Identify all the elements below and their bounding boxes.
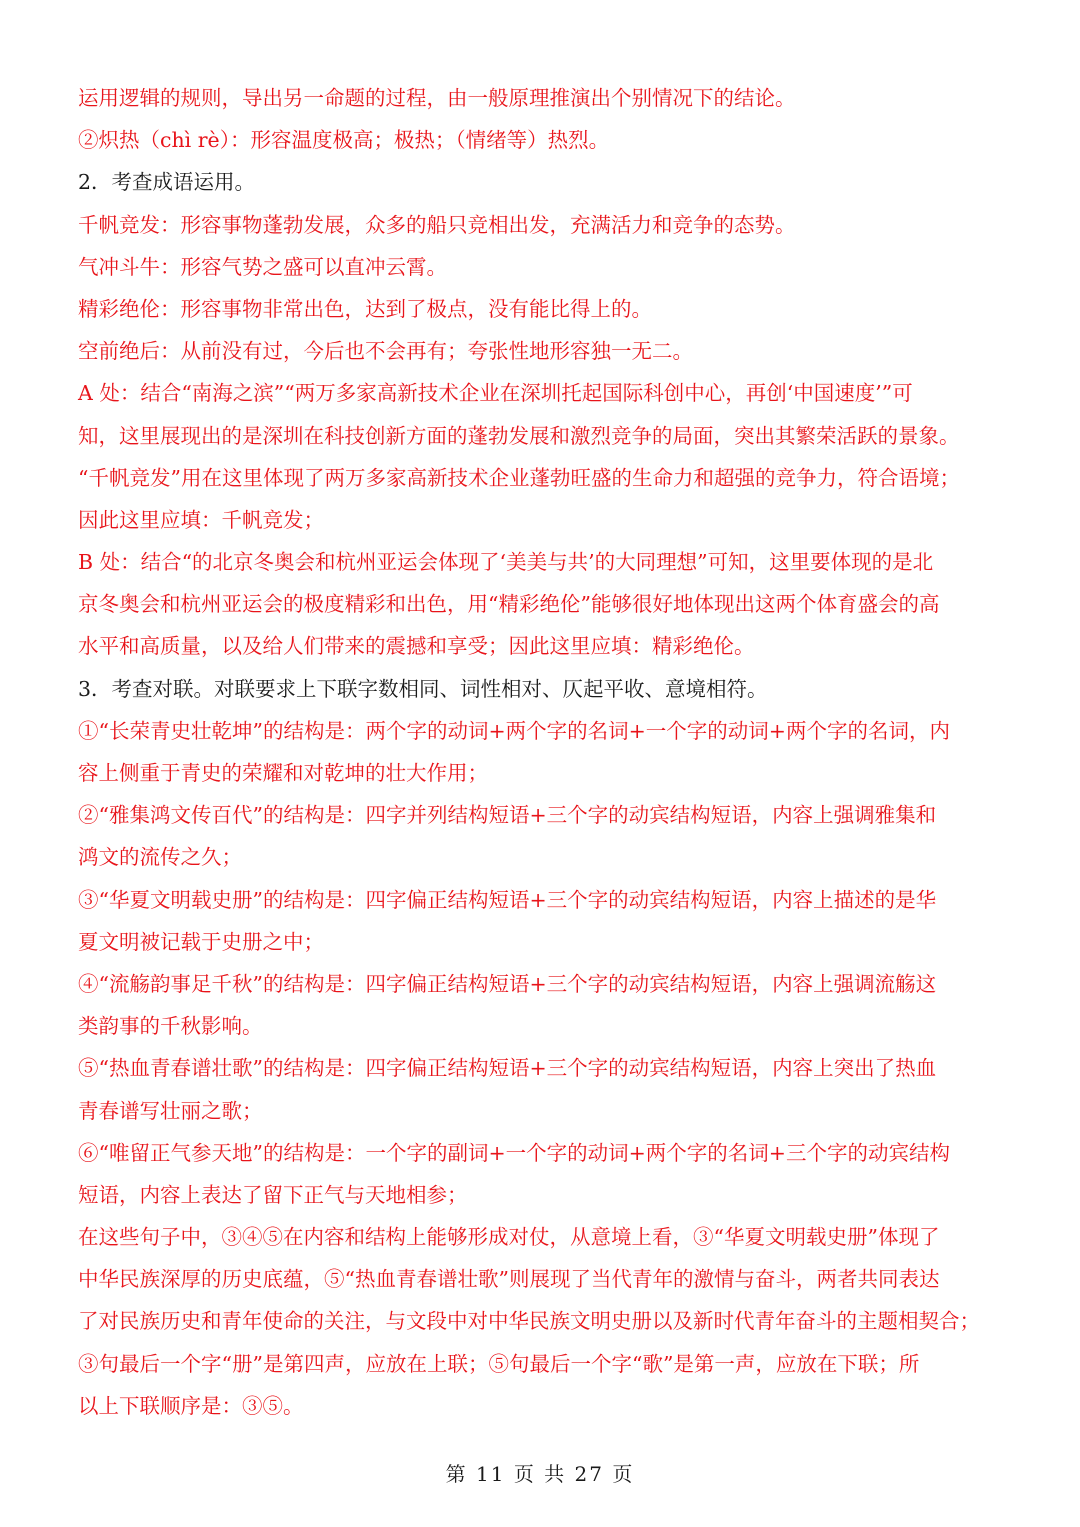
page-number-footer: 第 11 页 共 27 页 bbox=[445, 1462, 635, 1486]
text-line: 知，这里展现出的是深圳在科技创新方面的蓬勃发展和激烈竞争的局面，突出其繁荣活跃的景象。 bbox=[78, 423, 960, 448]
text-line: 运用逻辑的规则，导出另一命题的过程，由一般原理推演出个别情况下的结论。 bbox=[78, 86, 796, 110]
text-line: ⑥“唯留正气参天地”的结构是：一个字的副词+一个字的动词+两个字的名词+三个字的动宾结构 bbox=[78, 1140, 950, 1165]
text-line: A 处：结合“南海之滨”“两万多家高新技术企业在深圳托起国际科创中心，再创‘中国速度’”可 bbox=[78, 381, 913, 406]
text-line: 因此这里应填：千帆竞发； bbox=[78, 507, 324, 532]
text-line: 容上侧重于青史的荣耀和对乾坤的壮大作用； bbox=[78, 761, 488, 785]
section-heading: 3．考查对联。对联要求上下联字数相同、词性相对、仄起平收、意境相符。 bbox=[78, 676, 768, 701]
text-line: ③“华夏文明载史册”的结构是：四字偏正结构短语+三个字的动宾结构短语，内容上描述的是华 bbox=[78, 887, 937, 912]
text-line: ①“长荣青史壮乾坤”的结构是：两个字的动词+两个字的名词+一个字的动词+两个字的名词，内 bbox=[78, 718, 950, 743]
text-line: 在这些句子中，③④⑤在内容和结构上能够形成对仗，从意境上看，③“华夏文明载史册”体现了 bbox=[78, 1225, 940, 1250]
text-line: 精彩绝伦：形容事物非常出色，达到了极点，没有能比得上的。 bbox=[78, 296, 652, 321]
text-line: 鸿文的流传之久； bbox=[78, 845, 242, 870]
text-line: 以上下联顺序是：③⑤。 bbox=[78, 1393, 304, 1418]
text-line: 千帆竞发：形容事物蓬勃发展，众多的船只竞相出发，充满活力和竞争的态势。 bbox=[78, 212, 796, 237]
text-line: 夏文明被记载于史册之中； bbox=[78, 929, 324, 954]
section-heading: 2．考查成语运用。 bbox=[78, 170, 256, 195]
text-line: ②炽热（chì rè）：形容温度极高；极热；（情绪等）热烈。 bbox=[78, 128, 610, 153]
text-line: 空前绝后：从前没有过，今后也不会再有；夸张性地形容独一无二。 bbox=[78, 339, 693, 364]
document-body bbox=[78, 77, 1008, 1427]
text-line: 青春谱写壮丽之歌； bbox=[78, 1098, 263, 1123]
text-line: 短语，内容上表达了留下正气与天地相参； bbox=[78, 1182, 468, 1207]
text-line: 类韵事的千秋影响。 bbox=[78, 1014, 263, 1039]
text-line: B 处：结合“的北京冬奥会和杭州亚运会体现了‘美美与共’的大同理想”可知，这里要体现的是北 bbox=[78, 550, 934, 575]
text-line: ③句最后一个字“册”是第四声，应放在上联；⑤句最后一个字“歌”是第一声，应放在下联；所 bbox=[78, 1351, 920, 1376]
text-line: “千帆竞发”用在这里体现了两万多家高新技术企业蓬勃旺盛的生命力和超强的竞争力，符合语境； bbox=[78, 465, 960, 490]
text-line: 水平和高质量，以及给人们带来的震撼和享受；因此这里应填：精彩绝伦。 bbox=[78, 634, 755, 659]
text-line: ④“流觞韵事足千秋”的结构是：四字偏正结构短语+三个字的动宾结构短语，内容上强调流觞这 bbox=[78, 971, 937, 996]
text-line: 气冲斗牛：形容气势之盛可以直冲云霄。 bbox=[78, 254, 447, 279]
text-line: ②“雅集鸿文传百代”的结构是：四字并列结构短语+三个字的动宾结构短语，内容上强调雅集和 bbox=[78, 803, 937, 828]
text-line: 中华民族深厚的历史底蕴，⑤“热血青春谱壮歌”则展现了当代青年的激情与奋斗，两者共同表达 bbox=[78, 1267, 940, 1292]
text-line: 了对民族历史和青年使命的关注，与文段中对中华民族文明史册以及新时代青年奋斗的主题相契合； bbox=[78, 1309, 980, 1334]
text-line: 京冬奥会和杭州亚运会的极度精彩和出色，用“精彩绝伦”能够很好地体现出这两个体育盛会的高 bbox=[78, 592, 940, 617]
text-line: ⑤“热血青春谱壮歌”的结构是：四字偏正结构短语+三个字的动宾结构短语，内容上突出了热血 bbox=[78, 1056, 937, 1081]
